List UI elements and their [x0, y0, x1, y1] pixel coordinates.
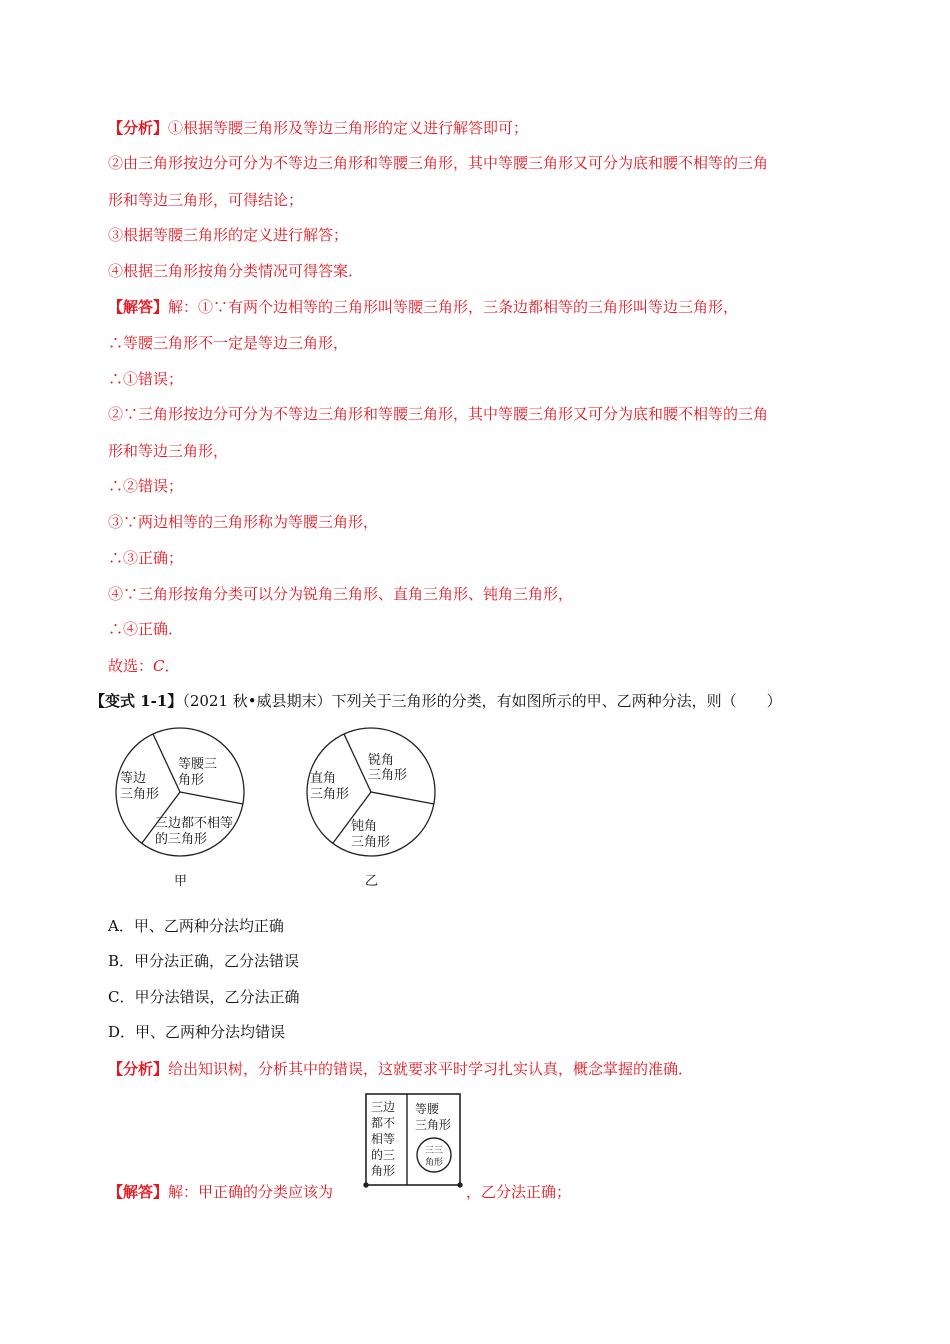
box-right-line1: 等腰 — [415, 1102, 440, 1116]
option-d: D．甲、乙两种分法均错误 — [108, 1023, 286, 1041]
yi-seg2-line1: 直角 — [310, 771, 337, 786]
jia-seg1-line2: 角形 — [178, 773, 205, 788]
solution-line: ④∵三角形按角分类可以分为锐角三角形、直角三角形、钝角三角形， — [108, 585, 574, 603]
answer-letter: C — [153, 657, 165, 675]
box-circle-line1: 三三 — [425, 1146, 444, 1156]
solution-line: ∴等腰三角形不一定是等边三角形， — [108, 334, 349, 352]
box-left-line: 相等 — [371, 1132, 396, 1146]
answer-suffix: ． — [164, 657, 180, 675]
option-a: A．甲、乙两种分法均正确 — [108, 917, 284, 935]
yi-seg3-line1: 钝角 — [351, 819, 378, 834]
diagram-jia-divider — [180, 792, 243, 804]
box-left-line: 角形 — [371, 1164, 396, 1178]
yi-seg3-line2: 三角形 — [351, 835, 391, 850]
answer-prefix: 故选： — [108, 657, 154, 675]
yi-seg2-line2: 三角形 — [310, 787, 350, 802]
solution-text-prefix: 解：甲正确的分类应该为 — [168, 1183, 334, 1201]
solution-line: ∴④正确． — [108, 620, 184, 638]
analysis-line: ④根据三角形按角分类情况可得答案． — [108, 262, 364, 280]
solution-answer-line — [108, 656, 180, 676]
diagram-jia-divider — [153, 734, 180, 792]
variant-question — [90, 691, 782, 711]
yi-caption: 乙 — [365, 874, 379, 889]
variant-text: （2021 秋•威县期末）下列关于三角形的分类，有如图所示的甲、乙两种分法，则（ ） — [182, 692, 782, 710]
classification-figure — [100, 722, 450, 897]
box-right-line2: 三角形 — [415, 1118, 452, 1132]
jia-seg2-line2: 三角形 — [120, 787, 160, 802]
box-left-line: 都不 — [371, 1116, 396, 1130]
analysis-tag: 【分析】 — [108, 1060, 169, 1078]
analysis-line: ②由三角形按边分可分为不等边三角形和等腰三角形，其中等腰三角形又可分为底和腰不相等的三角 — [108, 154, 769, 172]
solution-line: ∴③正确； — [108, 549, 184, 567]
solution-line: ②∵三角形按边分可分为不等边三角形和等腰三角形，其中等腰三角形又可分为底和腰不相等的三角 — [108, 405, 769, 423]
box-corner-dot — [364, 1183, 368, 1187]
jia-seg3-line1: 三边都不相等 — [155, 816, 234, 831]
box-left-line: 三边 — [371, 1100, 396, 1114]
solution-line: ③∵两边相等的三角形称为等腰三角形， — [108, 513, 379, 531]
analysis-text: ①根据等腰三角形及等边三角形的定义进行解答即可； — [168, 119, 529, 137]
analysis-text: 给出知识树，分析其中的错误，这就要求平时学习扎实认真，概念掌握的准确． — [168, 1060, 694, 1078]
solution-paragraph-1 — [108, 297, 738, 317]
option-b: B．甲分法正确，乙分法错误 — [108, 952, 300, 970]
solution-paragraph-2-left — [108, 1182, 333, 1202]
variant-tag: 【变式 1-1】 — [90, 692, 183, 710]
jia-seg1-line1: 等腰三 — [178, 757, 218, 772]
solution-line: 形和等边三角形， — [108, 442, 229, 460]
yi-seg1-line2: 三角形 — [368, 768, 408, 783]
analysis-paragraph-2 — [108, 1059, 693, 1079]
yi-seg1-line1: 锐角 — [368, 753, 395, 768]
diagram-yi-divider — [344, 734, 371, 792]
diagram-yi-divider — [371, 792, 434, 804]
analysis-tag: 【分析】 — [108, 119, 169, 137]
solution-line: ∴②错误； — [108, 477, 184, 495]
solution-line: ∴①错误； — [108, 370, 184, 388]
correct-classification-box — [360, 1091, 470, 1191]
box-circle-line2: 角形 — [425, 1158, 444, 1168]
jia-seg3-line2: 的三角形 — [155, 832, 208, 847]
analysis-paragraph-1 — [108, 118, 528, 138]
box-left-line: 的三 — [371, 1148, 396, 1162]
jia-seg2-line1: 等边 — [120, 771, 147, 786]
analysis-line: ③根据等腰三角形的定义进行解答； — [108, 226, 349, 244]
analysis-line: 形和等边三角形，可得结论； — [108, 191, 304, 209]
box-corner-dot — [458, 1183, 462, 1187]
option-c: C．甲分法错误，乙分法正确 — [108, 988, 300, 1006]
solution-tag: 【解答】 — [108, 298, 169, 316]
solution-tag: 【解答】 — [108, 1183, 169, 1201]
jia-caption: 甲 — [174, 874, 188, 889]
solution-text: 解：①∵有两个边相等的三角形叫等腰三角形，三条边都相等的三角形叫等边三角形， — [168, 298, 739, 316]
solution-text-suffix: ，乙分法正确； — [466, 1183, 572, 1201]
